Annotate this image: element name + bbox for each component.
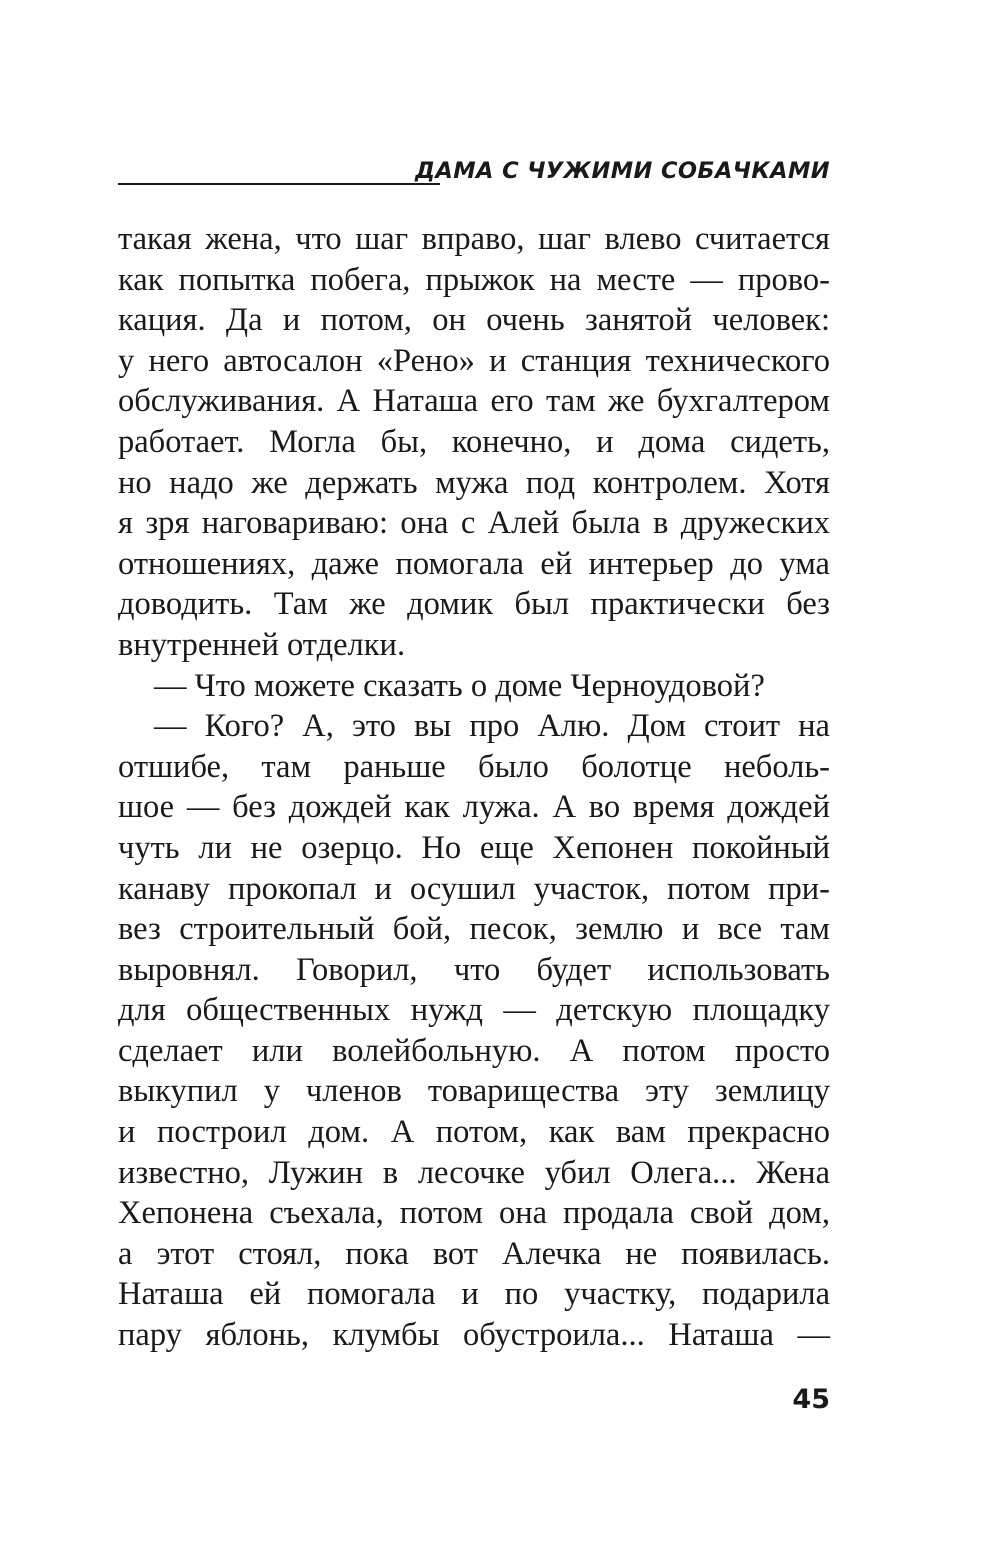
text-line: у него автосалон «Рено» и станция технического [118,342,830,379]
text-line: я зря наговариваю: она с Алей была в дружеских [118,505,830,542]
header-rule [118,183,440,185]
text-line: отношениях, даже помогала ей интерьер до ума [118,545,830,582]
text-line: такая жена, что шаг вправо, шаг влево считается [118,221,830,257]
text-line: обслуживания. А Наташа его там же бухгалтером [118,383,830,420]
text-line: и построил дом. А потом, как вам прекрасно [118,1114,830,1151]
body-text [118,219,830,1356]
text-line: выкупил у членов товарищества эту землицу [118,1073,830,1110]
text-line: пару яблонь, клумбы обустроила... Наташа — [118,1317,830,1354]
text-line: кация. Да и потом, он очень занятой человек: [118,302,830,339]
text-line: вез строительный бой, песок, землю и все там [118,911,830,948]
running-title: ДАМА С ЧУЖИМИ СОБАЧКАМИ [414,158,830,184]
text-line: выровнял. Говорил, что будет использовать [118,951,830,988]
text-line: как попытка побега, прыжок на месте — прово- [118,261,830,298]
text-line: известно, Лужин в лесочке убил Олега... Жена [118,1154,830,1191]
text-line: шое — без дождей как лужа. А во время дождей [118,789,830,826]
dialogue-line: — Что можете сказать о доме Черноудовой? [154,667,765,704]
text-line: внутренней отделки. [118,626,406,663]
page-number: 45 [792,1384,830,1415]
running-header [118,152,830,192]
text-line: чуть ли не озерцо. Но еще Хепонен покойный [118,829,830,866]
text-line: Хепонена съехала, потом она продала свой дом, [118,1195,830,1232]
text-line: Наташа ей помогала и по участку, подарила [118,1276,830,1313]
text-line: отшибе, там раньше было болотце неболь- [118,748,830,785]
text-line: канаву прокопал и осушил участок, потом при- [118,870,830,907]
text-line: работает. Могла бы, конечно, и дома сидеть, [118,423,830,460]
text-line: а этот стоял, пока вот Алечка не появилась. [118,1235,830,1272]
text-line: но надо же держать мужа под контролем. Хотя [118,464,830,501]
text-line: для общественных нужд — детскую площадку [118,992,830,1029]
dialogue-line: — Кого? А, это вы про Алю. Дом стоит на [154,708,830,745]
text-line: доводить. Там же домик был практически без [118,586,830,623]
text-line: сделает или волейбольную. А потом просто [118,1032,830,1069]
